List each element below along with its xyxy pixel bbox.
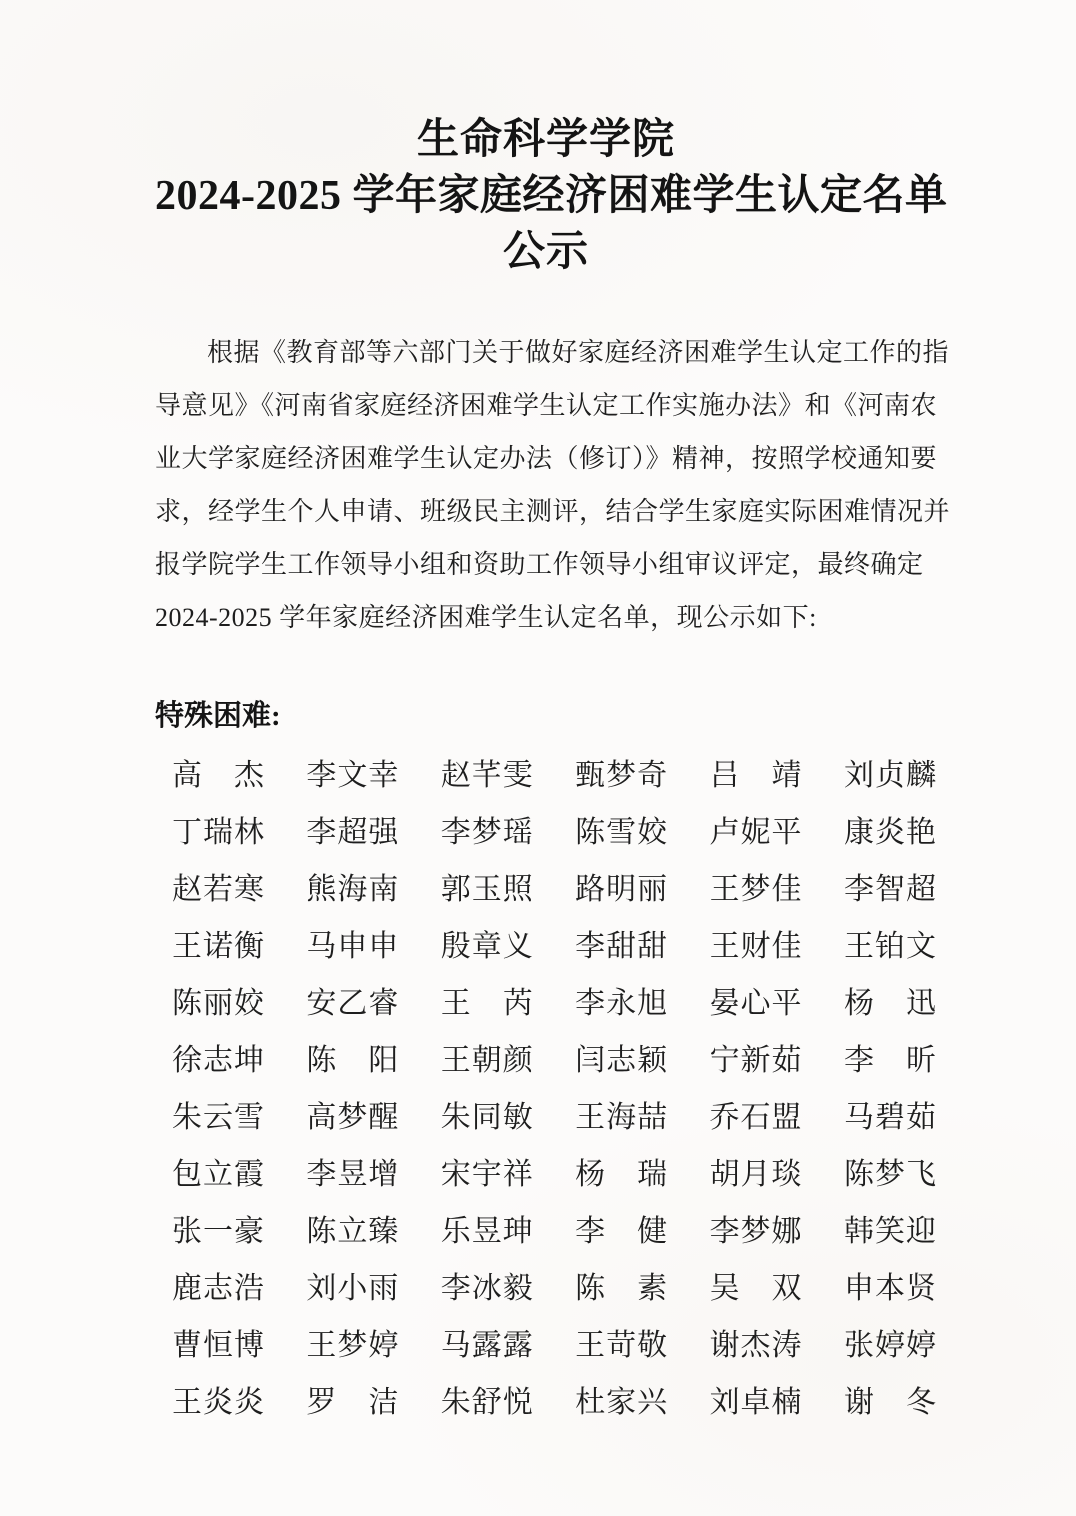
student-name: 殷章义 [440,929,534,963]
student-name: 刘卓楠 [709,1385,803,1419]
student-name: 朱舒悦 [440,1385,534,1419]
student-name: 王梦佳 [709,872,803,906]
paragraph-line-2: 导意见》《河南省家庭经济困难学生认定工作实施办法》和《河南农 [155,391,938,420]
student-name: 康炎艳 [843,815,937,849]
student-name: 李 健 [575,1214,669,1248]
student-name: 李 昕 [843,1043,937,1077]
student-name: 刘贞麟 [843,758,937,792]
student-name: 韩笑迎 [843,1214,937,1248]
student-name: 谢杰涛 [709,1328,803,1362]
student-name: 李超强 [306,815,400,849]
document-title-college: 生命科学学院 [416,117,675,163]
paragraph-line-6: 2024-2025 学年家庭经济困难学生认定名单，现公示如下: [155,603,817,632]
student-name: 熊海南 [306,872,400,906]
student-name: 李梦娜 [709,1214,803,1248]
paragraph-line-5: 报学院学生工作领导小组和资助工作领导小组审议评定，最终确定 [155,550,924,579]
student-name: 宋宇祥 [440,1157,534,1191]
name-row [172,857,937,914]
document-title-public-notice: 公示 [502,229,589,275]
student-name: 王梦婷 [306,1328,400,1362]
student-name: 申本贤 [843,1271,937,1305]
student-name: 李甜甜 [575,929,669,963]
name-row [172,1199,937,1256]
student-name: 郭玉照 [440,872,534,906]
student-name: 吕 靖 [709,758,803,792]
student-name: 甄梦奇 [575,758,669,792]
section-heading-special-difficulty: 特殊困难: [155,700,281,732]
student-name: 丁瑞林 [172,815,265,849]
student-name: 李昱增 [306,1157,400,1191]
student-name: 张一豪 [172,1214,265,1248]
name-row [172,800,937,857]
student-name: 赵芊雯 [440,758,534,792]
student-name: 安乙睿 [306,986,400,1020]
paragraph-line-4: 求，经学生个人申请、班级民主测评，结合学生家庭实际困难情况并 [155,497,951,526]
student-name: 赵若寒 [172,872,265,906]
student-name: 胡月琰 [709,1157,803,1191]
student-name: 王海喆 [575,1100,669,1134]
student-name: 李梦瑶 [440,815,534,849]
paragraph-line-3: 业大学家庭经济困难学生认定办法（修订）》精神，按照学校通知要 [155,444,938,473]
student-name: 卢妮平 [709,815,803,849]
student-name: 晏心平 [709,986,803,1020]
student-name: 高梦醒 [306,1100,400,1134]
document-title-list-name: 2024-2025 学年家庭经济困难学生认定名单 [155,173,948,219]
name-row [172,1313,937,1370]
student-name: 乐昱珅 [440,1214,534,1248]
name-row [172,1085,937,1142]
name-row [172,1028,937,1085]
name-row [172,971,937,1028]
student-name: 杜家兴 [575,1385,669,1419]
student-name: 包立霞 [172,1157,265,1191]
student-name: 谢 冬 [843,1385,937,1419]
student-name: 马申申 [306,929,400,963]
student-name: 马露露 [440,1328,534,1362]
student-name: 王诺衡 [172,929,265,963]
student-name: 王财佳 [709,929,803,963]
name-row [172,1142,937,1199]
student-name-list [155,743,937,1427]
student-name: 罗 洁 [306,1385,400,1419]
student-name: 陈 阳 [306,1043,400,1077]
name-row [172,1370,937,1427]
student-name: 徐志坤 [172,1043,265,1077]
name-row [172,914,937,971]
student-name: 曹恒博 [172,1328,265,1362]
student-name: 鹿志浩 [172,1271,265,1305]
student-name: 杨 迅 [843,986,937,1020]
student-name: 王铂文 [843,929,937,963]
student-name: 陈丽姣 [172,986,265,1020]
student-name: 陈立臻 [306,1214,400,1248]
student-name: 宁新茹 [709,1043,803,1077]
intro-paragraph [155,326,951,644]
student-name: 李永旭 [575,986,669,1020]
student-name: 王朝颜 [440,1043,534,1077]
name-row [172,743,937,800]
document-content [155,112,951,1427]
student-name: 李文幸 [306,758,400,792]
student-name: 张婷婷 [843,1328,937,1362]
student-name: 路明丽 [575,872,669,906]
student-name: 吴 双 [709,1271,803,1305]
student-name: 李智超 [843,872,937,906]
student-name: 陈雪姣 [575,815,669,849]
student-name: 高 杰 [172,758,265,792]
student-name: 陈 素 [575,1271,669,1305]
student-name: 刘小雨 [306,1271,400,1305]
student-name: 杨 瑞 [575,1157,669,1191]
student-name: 王炎炎 [172,1385,265,1419]
student-name: 陈梦飞 [843,1157,937,1191]
student-name: 马碧茹 [843,1100,937,1134]
student-name: 闫志颖 [575,1043,669,1077]
student-name: 乔石盟 [709,1100,803,1134]
paragraph-line-1: 根据《教育部等六部门关于做好家庭经济困难学生认定工作的指 [207,338,950,367]
student-name: 李冰毅 [440,1271,534,1305]
student-name: 朱同敏 [440,1100,534,1134]
student-name: 王苛敬 [575,1328,669,1362]
student-name: 朱云雪 [172,1100,265,1134]
student-name: 王 芮 [440,986,534,1020]
name-row [172,1256,937,1313]
